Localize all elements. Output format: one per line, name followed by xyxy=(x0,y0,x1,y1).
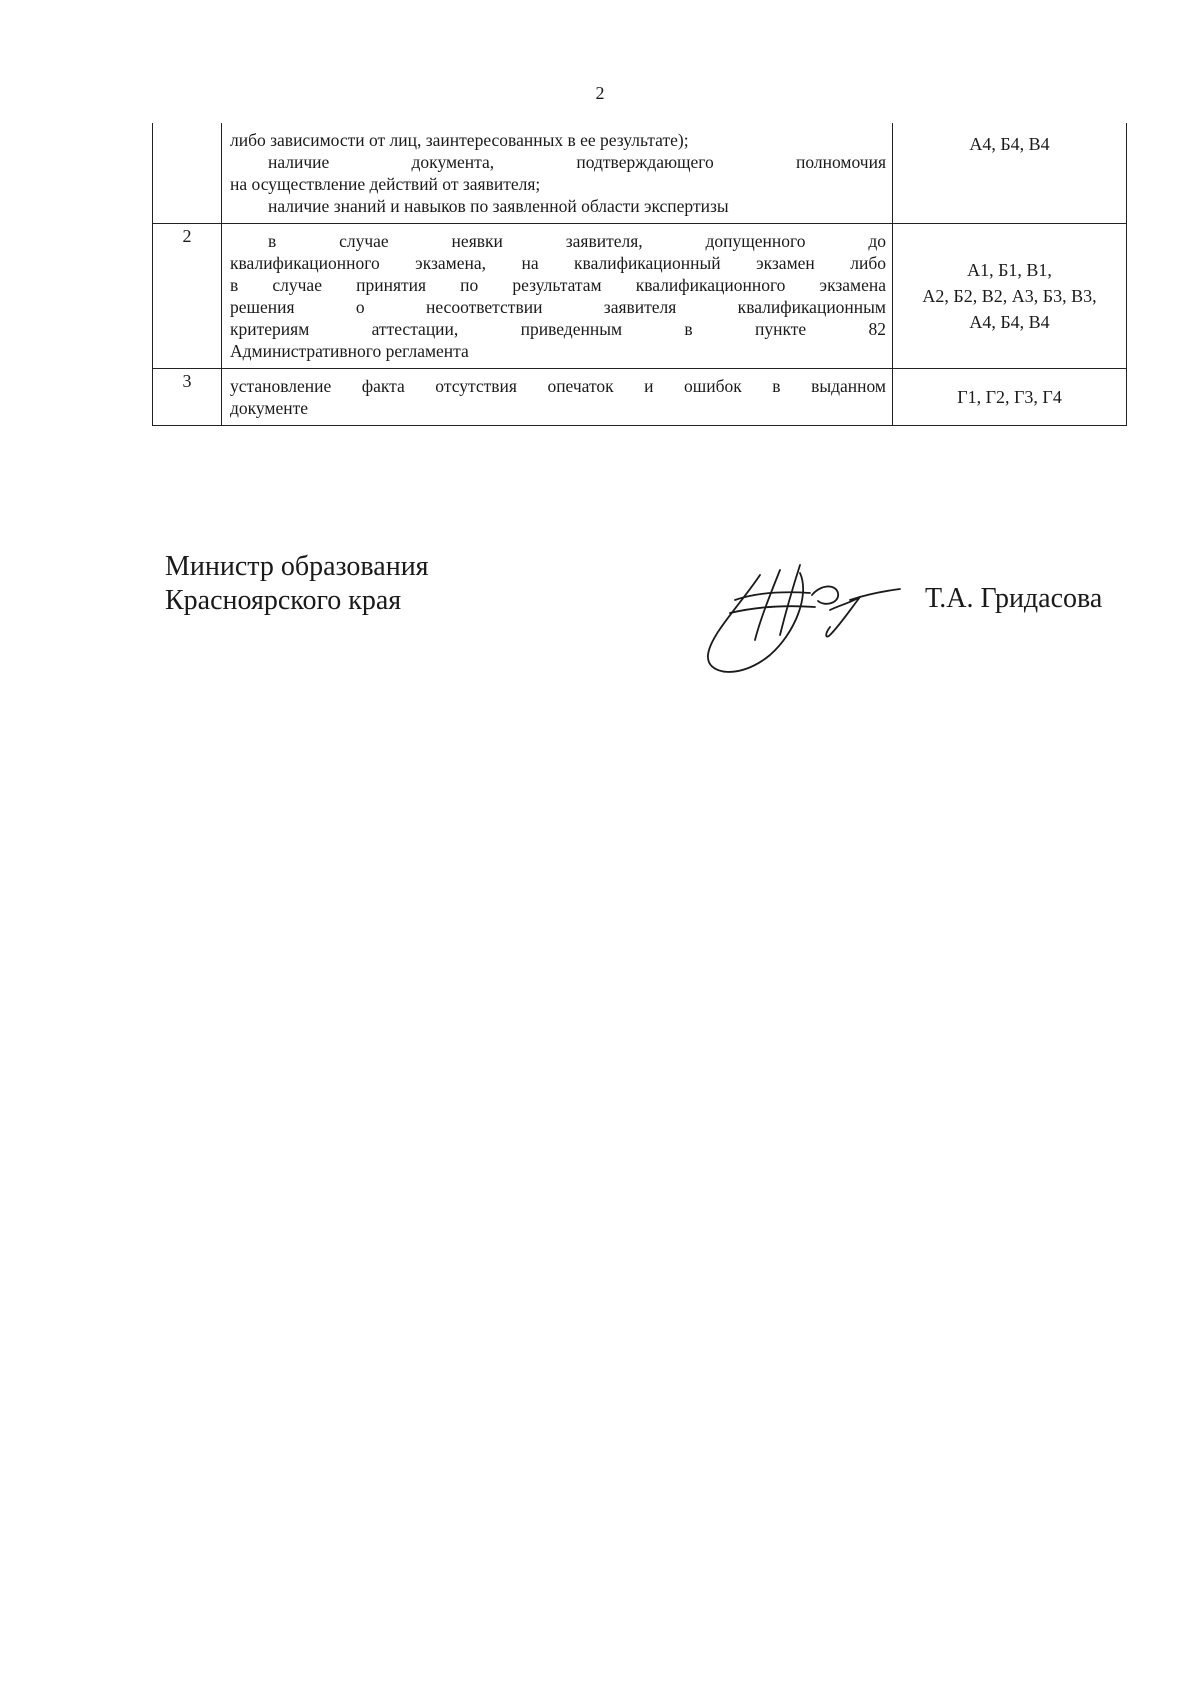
table-row xyxy=(153,224,1127,369)
text-line: квалификационного экзамена, на квалификационный экзамен либо xyxy=(230,253,886,273)
text-line: установление факта отсутствия опечаток и ошибок в выданном xyxy=(230,376,886,396)
text-line: критериям аттестации, приведенным в пункте 82 xyxy=(230,319,886,339)
code-line: Г1, Г2, Г3, Г4 xyxy=(957,387,1062,407)
text-line: решения о несоответствии заявителя квалификационным xyxy=(230,297,886,317)
code-line: А2, Б2, В2, А3, Б3, В3, xyxy=(922,286,1097,306)
text-line: в случае неявки заявителя, допущенного до xyxy=(268,231,886,251)
row-description xyxy=(222,123,893,224)
row-description xyxy=(222,369,893,426)
table-row xyxy=(153,369,1127,426)
row-number: 2 xyxy=(153,224,222,369)
signatory-position xyxy=(165,550,429,618)
criteria-table xyxy=(152,123,1127,426)
page-number: 2 xyxy=(595,83,605,103)
position-line: Красноярского края xyxy=(165,585,402,616)
row-codes xyxy=(893,369,1127,426)
handwritten-signature xyxy=(700,555,905,680)
text-line: либо зависимости от лиц, заинтересованных в ее результате); xyxy=(230,130,689,150)
code-line: А1, Б1, В1, xyxy=(967,260,1052,280)
text-line: документе xyxy=(230,398,309,418)
text-line: наличие документа, подтверждающего полномочия xyxy=(268,152,886,172)
code-line: А4, Б4, В4 xyxy=(969,312,1050,332)
text-line: на осуществление действий от заявителя; xyxy=(230,174,541,194)
row-number: 3 xyxy=(153,369,222,426)
signatory-name: Т.А. Гридасова xyxy=(925,583,1103,614)
text-line: в случае принятия по результатам квалификационного экзамена xyxy=(230,275,886,295)
row-codes xyxy=(893,123,1127,224)
row-codes xyxy=(893,224,1127,369)
table-row xyxy=(153,123,1127,224)
code-line: А4, Б4, В4 xyxy=(969,134,1050,154)
row-number xyxy=(153,123,222,224)
text-line: наличие знаний и навыков по заявленной области экспертизы xyxy=(268,196,729,216)
position-line: Министр образования xyxy=(165,551,429,582)
text-line: Административного регламента xyxy=(230,341,469,361)
row-description xyxy=(222,224,893,369)
